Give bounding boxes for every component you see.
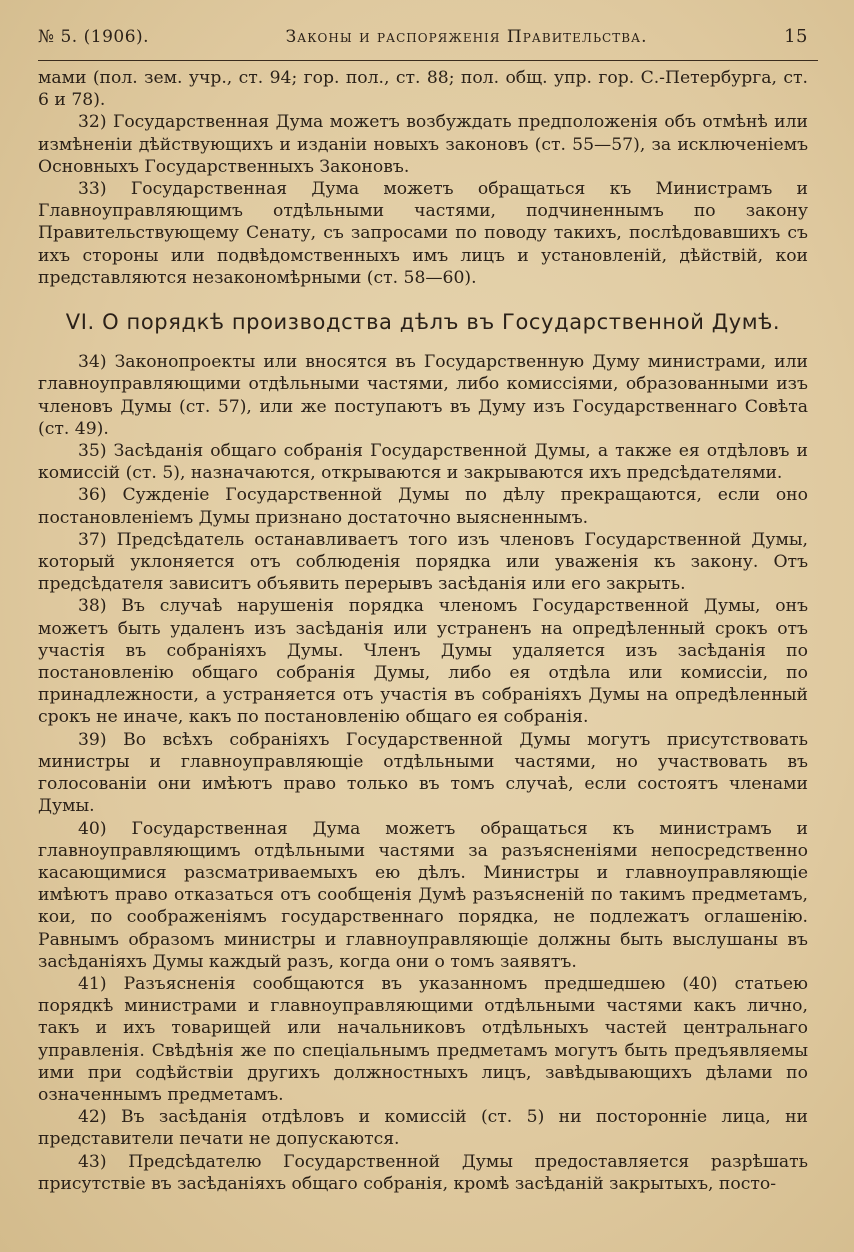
section-heading: VI. О порядкѣ производства дѣлъ въ Государственной Думѣ. bbox=[65, 310, 781, 335]
paragraph-38: 38) Въ случаѣ нарушенія порядка членомъ Государственной Думы, онъ можетъ быть удаленъ изъ засѣданія или устраненъ на опредѣленный срокъ отъ участія въ собраніяхъ Думы. Членъ Думы удаляется изъ засѣданія по постановленію общаго собранія Думы, либо ея отдѣла или комиссіи, по принадлежности, а устраняется отъ участія въ собраніяхъ Думы на опредѣленный срокъ не иначе, какъ по постановленію общаго ея собранія. bbox=[38, 596, 808, 728]
paragraph-continuation: мами (пол. зем. учр., ст. 94; гор. пол., ст. 88; пол. общ. упр. гор. С.-Петербурга, ст. 6 и 78). bbox=[38, 68, 808, 111]
header-title: Законы и распоряженія Правительства. bbox=[285, 27, 648, 47]
running-header bbox=[38, 26, 808, 56]
paragraph-37: 37) Предсѣдатель останавливаетъ того изъ членовъ Государственной Думы, который уклоняется отъ соблюденія порядка или уваженія къ закону. Отъ предсѣдателя зависитъ объявить перерывъ засѣданія или его закрыть. bbox=[38, 529, 808, 595]
paragraph-34: 34) Законопроекты или вносятся въ Государственную Думу министрами, или главноуправляющими отдѣльными частями, либо комиссіями, образованными изъ членовъ Думы (ст. 57), или же поступаютъ въ Думу изъ Государственнаго Совѣта (ст. 49). bbox=[38, 352, 808, 439]
paragraph-40: 40) Государственная Дума можетъ обращаться къ министрамъ и главноуправляющимъ отдѣльными частями за разъясненіями непосредственно касающимися разсматриваемыхъ ею дѣлъ. Министры и главноуправляющіе имѣютъ право отказаться отъ сообщенія Думѣ разъясненій по такимъ предметамъ, кои, по соображеніямъ государственнаго порядка, не подлежатъ оглашенію. Равнымъ образомъ министры и главноуправляющіе должны быть выслушаны въ засѣданіяхъ Думы каждый разъ, когда они о томъ заявятъ. bbox=[38, 818, 808, 972]
paragraph-32: 32) Государственная Дума можетъ возбуждать предположенія объ отмѣнѣ или измѣненіи дѣйствующихъ и изданіи новыхъ законовъ (ст. 55—57), за исключеніемъ Основныхъ Государственныхъ Законовъ. bbox=[38, 112, 808, 177]
paragraph-39: 39) Во всѣхъ собраніяхъ Государственной Думы могутъ присутствовать министры и главноуправляющіе отдѣльными частями, но участвовать въ голосованіи они имѣютъ право только въ томъ случаѣ, если состоятъ членами Думы. bbox=[38, 729, 808, 817]
paragraph-42: 42) Въ засѣданія отдѣловъ и комиссій (ст. 5) ни посторонніе лица, ни представители печати не допускаются. bbox=[38, 1107, 808, 1150]
paragraph-43: 43) Предсѣдателю Государственной Думы предоставляется разрѣшать присутствіе въ засѣданіяхъ общаго собранія, кромѣ засѣданій закрытыхъ, посто- bbox=[38, 1151, 808, 1194]
paragraph-36: 36) Сужденіе Государственной Думы по дѣлу прекращаются, если оно постановленіемъ Думы признано достаточно выясненнымъ. bbox=[38, 485, 808, 528]
paragraph-35: 35) Засѣданія общаго собранія Государственной Думы, а также ея отдѣловъ и комиссій (ст. 5), назначаются, открываются и закрываются ихъ предсѣдателями. bbox=[38, 441, 808, 484]
paragraph-33: 33) Государственная Дума можетъ обращаться къ Министрамъ и Главноуправляющимъ отдѣльными частями, подчиненнымъ по закону Правительствующему Сенату, съ запросами по поводу такихъ, послѣдовавшихъ съ ихъ стороны или подвѣдомственныхъ имъ лицъ и установленій, дѣйствій, кои представляются незакономѣрными (ст. 58—60). bbox=[38, 179, 808, 288]
page-number: 15 bbox=[784, 26, 808, 47]
body-text bbox=[38, 67, 808, 1195]
paragraph-41: 41) Разъясненія сообщаются въ указанномъ предшедшею (40) статьею порядкѣ министрами и главноуправляющими отдѣльными частями какъ лично, такъ и ихъ товарищей или начальниковъ отдѣльныхъ частей центральнаго управленія. Свѣдѣнія же по спеціальнымъ предметамъ могутъ быть предъявляемы ими при содѣйствіи другихъ должностныхъ лицъ, завѣдывающихъ дѣлами по означеннымъ предметамъ. bbox=[38, 973, 808, 1105]
issue-number: № 5. (1906). bbox=[38, 27, 150, 47]
header-rule bbox=[38, 60, 818, 61]
